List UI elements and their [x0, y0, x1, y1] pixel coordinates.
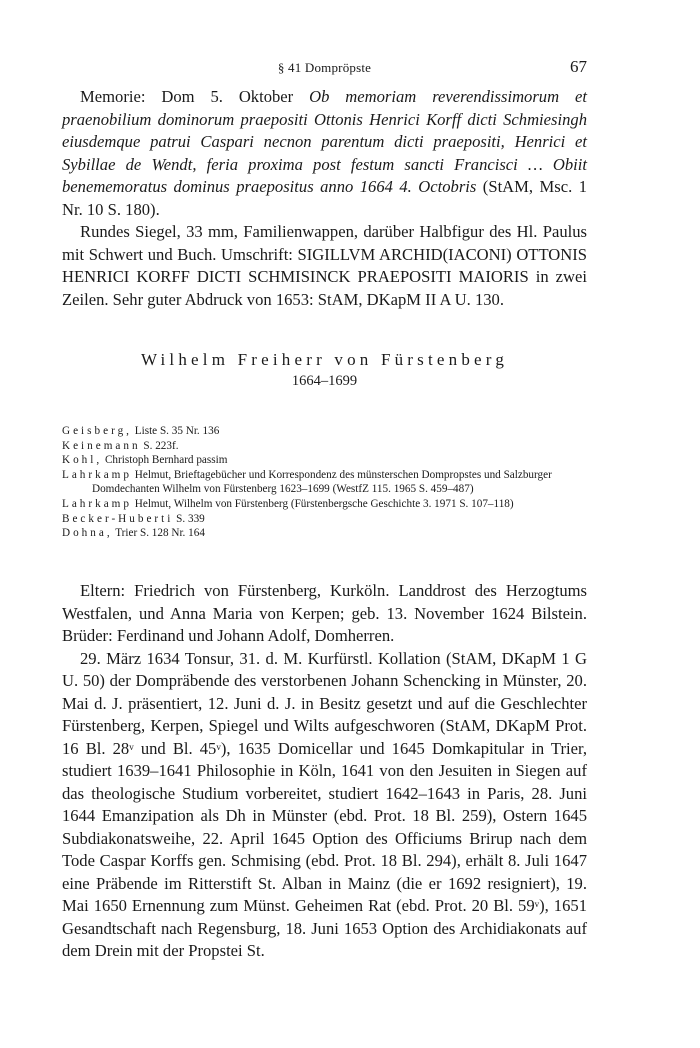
bibliography-list — [62, 424, 567, 541]
person-heading — [62, 349, 587, 391]
memorie-source: (StAM, Msc. 1 Nr. 10 S. 180). — [62, 177, 587, 219]
page-number: 67 — [570, 57, 587, 76]
bibliography-text: Helmut, Brieftagebücher und Korrespondenz des münsterschen Dompropstes und Salzburger Domdechanten Wilhelm von Fürstenberg 1623–1699 (WestfZ 115. 1965 S. 459–487) — [92, 468, 552, 496]
bibliography-entry — [62, 453, 567, 468]
verso-mark: v — [129, 741, 134, 752]
bibliography-entry — [62, 512, 567, 527]
bibliography-entry — [62, 439, 567, 454]
bibliography-text: Liste S. 35 Nr. 136 — [131, 425, 220, 437]
bibliography-author: Lahrkamp — [62, 497, 132, 510]
memorie-latin-quote: Ob memoriam reverendissimorum et praenobilium dominorum praepositi Ottonis Henrici Korff dicti Schmiesingh eiusdemque patrui Caspari necnon parentum dicti praepositi, Henrici et Sybillae de Wendt, feria proxima post festum sancti Francisci … Obiit benememoratus dominus praepositus anno 1664 4. Octobris — [62, 87, 587, 196]
memorie-paragraph — [62, 86, 587, 221]
career-text: ), 1651 Gesandtschaft nach Regensburg, 18. Juni 1653 Option des Archidiakonats auf dem Drein mit der Propstei St. — [62, 896, 587, 960]
bibliography-entry — [62, 468, 567, 497]
bibliography-entry — [62, 526, 567, 541]
career-paragraph — [62, 648, 587, 963]
bibliography-entry — [62, 424, 567, 439]
career-text: 29. März 1634 Tonsur, 31. d. M. Kurfürstl. Kollation (StAM, DKapM 1 G U. 50) der Dompräbende des verstorbenen Johann Schencking in Münster, 20. Mai d. J. präsentiert, 12. Juni d. J. in Besitz gesetzt und auf die Geschlechter Fürstenberg, Kerpen, Spiegel und Wilts aufgeschworen (StAM, DKapM Prot. 16 Bl. 28 — [62, 648, 587, 758]
bibliography-author: Keinemann — [62, 439, 141, 452]
bibliography-text: Trier S. 128 Nr. 164 — [112, 527, 205, 540]
bibliography-text: S. 339 — [173, 512, 205, 525]
memorie-lead: Memorie: Dom 5. Oktober — [80, 87, 310, 106]
verso-mark: v — [534, 899, 540, 909]
bibliography-author: Geisberg, — [62, 425, 132, 437]
person-years: 1664–1699 — [291, 373, 358, 389]
bibliography-text: Christoph Bernhard passim — [102, 454, 228, 467]
bibliography-author: Lahrkamp — [62, 468, 132, 481]
upper-text-block — [62, 86, 587, 311]
bibliography-author: Kohl, — [62, 454, 103, 467]
eltern-paragraph: Eltern: Friedrich von Fürstenberg, Kurköln. Landdrost des Herzogtums Westfalen, und Anna Maria von Kerpen; geb. 13. November 1624 Bilstein. Brüder: Ferdinand und Johann Adolf, Domherren. — [62, 581, 587, 645]
bibliography-text: S. 223f. — [140, 439, 179, 452]
siegel-paragraph: Rundes Siegel, 33 mm, Familienwappen, darüber Halbfigur des Hl. Paulus mit Schwert und Buch. Umschrift: SIGILLVM ARCHID(IACONI) OTTONIS HENRICI KORFF DICTI SCHMISINCK PRAEPOSITI MAIORIS in zwei Zeilen. Sehr guter Abdruck von 1653: StAM, DKapM II A U. 130. — [62, 222, 587, 309]
bibliography-text: Helmut, Wilhelm von Fürstenberg (Fürstenbergsche Geschichte 3. 1971 S. 107–118) — [131, 497, 514, 510]
bibliography-entry — [62, 497, 567, 512]
career-text: und Bl. 45 — [133, 738, 217, 758]
career-text: ), 1635 Domicellar und 1645 Domkapitular in Trier, studiert 1639–1641 Philosophie in Köln, 1641 von den Jesuiten in Siegen auf das theologische Studium vorbereitet, studiert 1642–1643 in Paris, 28. Juni 1644 Emanzipation als Dh in Münster (ebd. Prot. 18 Bl. 259), Ostern 1645 Subdiakonatsweihe, 22. April 1645 Option des Officiums Brirup nach dem Tode Caspar Korffs gen. Schmising (ebd. Prot. 18 Bl. 294), erhält 8. Juli 1647 eine Präbende im Ritterstift St. Alban in Mainz (die er 1692 resigniert), 19. Mai 1650 Ernennung zum Münst. Geheimen Rat (ebd. Prot. 20 Bl. 59 — [62, 738, 587, 915]
verso-mark: v — [216, 741, 221, 752]
running-title: § 41 Dompröpste — [277, 60, 372, 75]
person-name: Wilhelm Freiherr von Fürstenberg — [140, 350, 509, 369]
lower-text-block — [62, 580, 587, 963]
running-head — [62, 57, 587, 80]
bibliography-author: Dohna, — [62, 527, 113, 540]
bibliography-author: Becker-Huberti — [62, 512, 174, 525]
